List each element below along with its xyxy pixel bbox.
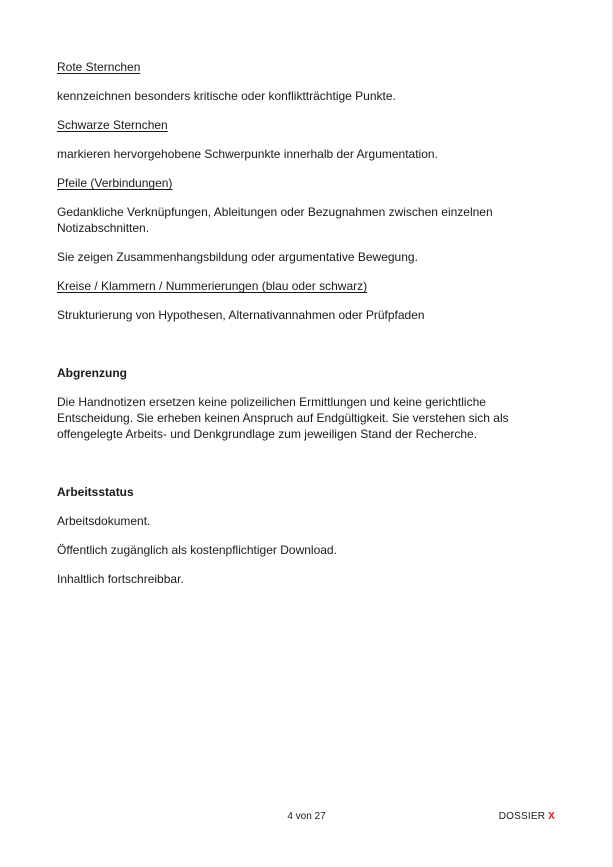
- page-content: [57, 59, 547, 600]
- page-number: 4 von 27: [287, 811, 326, 822]
- arbeitsstatus-line-1: Arbeitsdokument.: [57, 514, 151, 528]
- legend-black-stars-title: Schwarze Sternchen: [57, 118, 168, 132]
- legend-arrows-text-1: Gedankliche Verknüpfungen, Ableitungen oder Bezugnahmen zwischen einzelnen Notizabschnitten.: [57, 205, 493, 235]
- arbeitsstatus-title: Arbeitsstatus: [57, 485, 134, 499]
- arbeitsstatus-line-2: Öffentlich zugänglich als kostenpflichtiger Download.: [57, 543, 337, 557]
- legend-circles-title: Kreise / Klammern / Nummerierungen (blau oder schwarz): [57, 279, 368, 293]
- abgrenzung-title: Abgrenzung: [57, 366, 127, 380]
- brand-name: DOSSIER: [498, 811, 546, 822]
- legend-red-stars-title: Rote Sternchen: [57, 60, 141, 74]
- legend-arrows-title: Pfeile (Verbindungen): [57, 176, 173, 190]
- brand-logo: [499, 811, 555, 823]
- abgrenzung-text: Die Handnotizen ersetzen keine polizeilichen Ermittlungen und keine gerichtliche Entscheidung. Sie erheben keinen Anspruch auf Endgültigkeit. Sie verstehen sich als offengelegte Arbeits- und Denkgrundlage zum jeweiligen Stand der Recherche.: [57, 395, 509, 441]
- legend-black-stars-text: markieren hervorgehobene Schwerpunkte innerhalb der Argumentation.: [57, 147, 438, 161]
- brand-x-icon: X: [548, 811, 555, 822]
- legend-circles-text: Strukturierung von Hypothesen, Alternativannahmen oder Prüfpfaden: [57, 308, 425, 322]
- legend-red-stars-text: kennzeichnen besonders kritische oder konfliktträchtige Punkte.: [57, 89, 396, 103]
- legend-arrows-text-2: Sie zeigen Zusammenhangsbildung oder argumentative Bewegung.: [57, 250, 418, 264]
- arbeitsstatus-line-3: Inhaltlich fortschreibbar.: [57, 572, 184, 586]
